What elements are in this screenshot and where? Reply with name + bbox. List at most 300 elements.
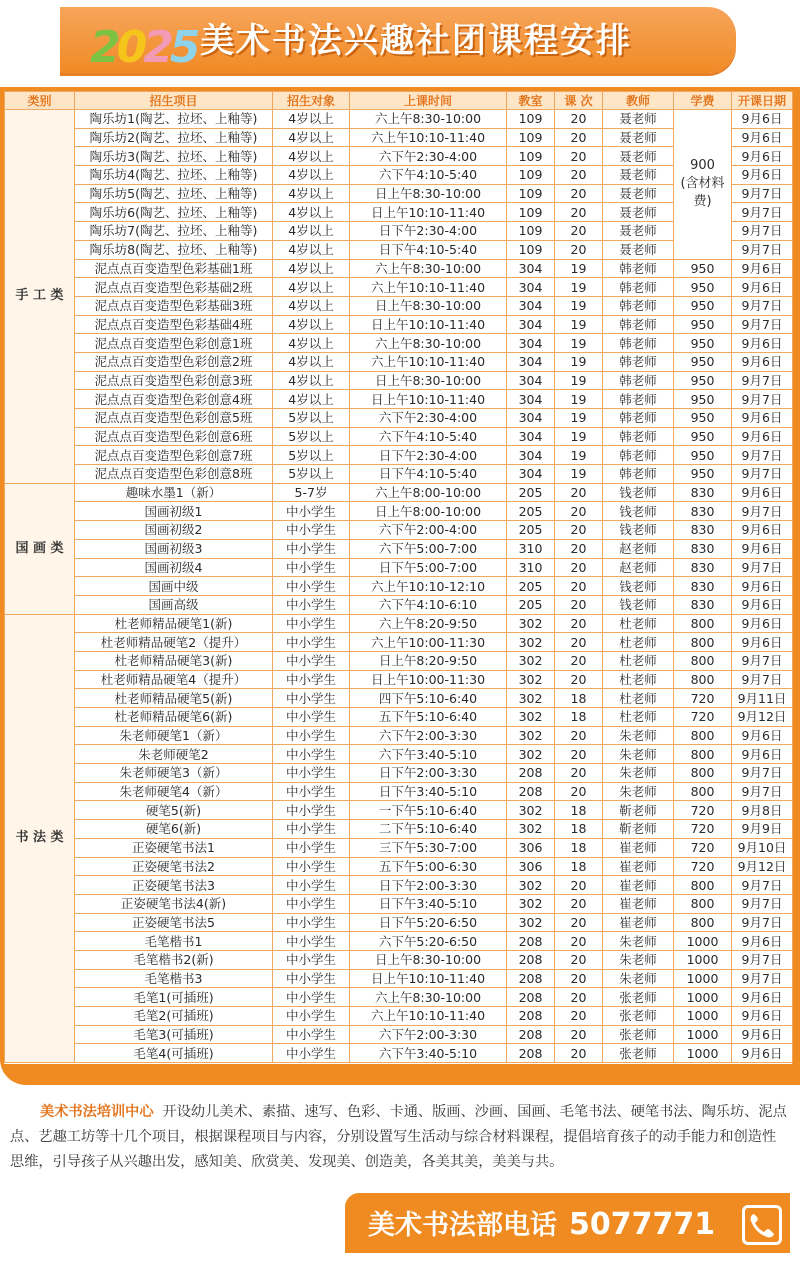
table-cell: 张老师 — [603, 1025, 674, 1044]
table-cell: 4岁以上 — [273, 278, 350, 297]
table-cell: 中小学生 — [273, 558, 350, 577]
table-row — [5, 894, 793, 913]
table-cell: 中小学生 — [273, 539, 350, 558]
table-cell: 310 — [507, 539, 555, 558]
table-cell: 830 — [674, 558, 732, 577]
table-cell: 1000 — [674, 988, 732, 1007]
table-cell: 950 — [674, 352, 732, 371]
table-cell: 五下午5:10-6:40 — [350, 708, 507, 727]
year-logo — [90, 23, 197, 73]
table-cell: 20 — [555, 745, 603, 764]
table-cell: 9月7日 — [732, 764, 793, 783]
table-cell: 六上午8:30-10:00 — [350, 110, 507, 129]
table-cell: 中小学生 — [273, 764, 350, 783]
table-cell: 20 — [555, 203, 603, 222]
table-row — [5, 651, 793, 670]
table-cell: 钱老师 — [603, 521, 674, 540]
table-cell: 韩老师 — [603, 409, 674, 428]
table-cell: 朱老师 — [603, 932, 674, 951]
table-row — [5, 483, 793, 502]
table-cell: 朱老师 — [603, 782, 674, 801]
table-cell: 六上午10:10-11:40 — [350, 1007, 507, 1026]
table-cell: 钱老师 — [603, 502, 674, 521]
table-cell: 张老师 — [603, 1007, 674, 1026]
table-cell: 正姿硬笔书法2 — [75, 857, 273, 876]
table-cell: 720 — [674, 820, 732, 839]
table-cell: 中小学生 — [273, 1025, 350, 1044]
table-cell: 杜老师精品硬笔4（提升） — [75, 670, 273, 689]
table-cell: 9月6日 — [732, 539, 793, 558]
table-cell: 830 — [674, 502, 732, 521]
table-cell: 302 — [507, 689, 555, 708]
table-cell: 9月6日 — [732, 633, 793, 652]
table-cell: 日上午8:30-10:00 — [350, 950, 507, 969]
table-cell: 日下午4:10-5:40 — [350, 240, 507, 259]
table-cell: 中小学生 — [273, 876, 350, 895]
table-cell: 中小学生 — [273, 857, 350, 876]
year-digit: 2 — [143, 22, 170, 73]
table-cell: 张老师 — [603, 1044, 674, 1063]
column-header: 招生项目 — [75, 92, 273, 110]
table-row — [5, 558, 793, 577]
table-row — [5, 764, 793, 783]
table-cell: 304 — [507, 409, 555, 428]
table-cell: 208 — [507, 950, 555, 969]
table-cell: 800 — [674, 633, 732, 652]
table-cell: 19 — [555, 371, 603, 390]
table-cell: 4岁以上 — [273, 128, 350, 147]
table-cell: 9月7日 — [732, 876, 793, 895]
table-cell: 20 — [555, 913, 603, 932]
table-cell: 302 — [507, 801, 555, 820]
table-cell: 19 — [555, 296, 603, 315]
table-cell: 崔老师 — [603, 857, 674, 876]
table-cell: 四下午5:10-6:40 — [350, 689, 507, 708]
year-digit: 2 — [90, 22, 117, 73]
table-cell: 聂老师 — [603, 110, 674, 129]
table-cell: 800 — [674, 670, 732, 689]
table-cell: 六下午5:00-7:00 — [350, 539, 507, 558]
table-cell: 张老师 — [603, 988, 674, 1007]
table-cell: 5岁以上 — [273, 465, 350, 484]
table-cell: 4岁以上 — [273, 184, 350, 203]
table-cell: 中小学生 — [273, 595, 350, 614]
table-cell: 朱老师 — [603, 969, 674, 988]
table-cell: 日上午8:30-10:00 — [350, 184, 507, 203]
table-cell: 中小学生 — [273, 894, 350, 913]
table-cell: 六上午10:00-11:30 — [350, 633, 507, 652]
table-cell: 208 — [507, 932, 555, 951]
table-cell: 三下午5:30-7:00 — [350, 838, 507, 857]
table-cell: 18 — [555, 708, 603, 727]
table-cell: 9月6日 — [732, 932, 793, 951]
table-cell: 20 — [555, 894, 603, 913]
table-cell: 20 — [555, 950, 603, 969]
table-row — [5, 988, 793, 1007]
table-cell: 日下午2:30-4:00 — [350, 222, 507, 241]
table-cell: 六上午10:10-11:40 — [350, 128, 507, 147]
table-cell: 304 — [507, 465, 555, 484]
table-cell: 20 — [555, 614, 603, 633]
table-cell: 陶乐坊3(陶艺、拉坯、上釉等) — [75, 147, 273, 166]
table-cell: 杜老师 — [603, 651, 674, 670]
column-header: 上课时间 — [350, 92, 507, 110]
table-cell: 9月7日 — [732, 969, 793, 988]
table-cell: 中小学生 — [273, 502, 350, 521]
table-cell: 杜老师 — [603, 708, 674, 727]
table-cell: 正姿硬笔书法5 — [75, 913, 273, 932]
table-cell: 中小学生 — [273, 614, 350, 633]
table-cell: 109 — [507, 147, 555, 166]
table-cell: 304 — [507, 352, 555, 371]
table-cell: 日上午8:30-10:00 — [350, 296, 507, 315]
table-cell: 302 — [507, 820, 555, 839]
table-cell: 9月7日 — [732, 296, 793, 315]
table-cell: 302 — [507, 708, 555, 727]
table-cell: 950 — [674, 465, 732, 484]
table-cell: 毛笔2(可插班) — [75, 1007, 273, 1026]
table-cell: 毛笔楷书3 — [75, 969, 273, 988]
table-cell: 钱老师 — [603, 577, 674, 596]
table-cell: 日上午10:10-11:40 — [350, 203, 507, 222]
table-cell: 205 — [507, 595, 555, 614]
table-cell: 泥点点百变造型色彩创意6班 — [75, 427, 273, 446]
table-cell: 六下午3:40-5:10 — [350, 745, 507, 764]
table-row — [5, 1025, 793, 1044]
table-cell: 毛笔楷书1 — [75, 932, 273, 951]
table-cell: 二下午5:10-6:40 — [350, 820, 507, 839]
table-cell: 20 — [555, 577, 603, 596]
table-cell: 20 — [555, 128, 603, 147]
table-cell: 9月6日 — [732, 427, 793, 446]
table-cell: 19 — [555, 315, 603, 334]
table-cell: 朱老师硬笔1（新） — [75, 726, 273, 745]
table-cell: 聂老师 — [603, 240, 674, 259]
table-cell: 4岁以上 — [273, 166, 350, 185]
table-cell: 赵老师 — [603, 558, 674, 577]
table-cell: 109 — [507, 128, 555, 147]
table-cell: 9月6日 — [732, 352, 793, 371]
table-cell: 陶乐坊8(陶艺、拉坯、上釉等) — [75, 240, 273, 259]
table-cell: 205 — [507, 577, 555, 596]
table-cell: 朱老师硬笔3（新） — [75, 764, 273, 783]
table-cell: 302 — [507, 745, 555, 764]
table-cell: 800 — [674, 913, 732, 932]
table-cell: 泥点点百变造型色彩创意1班 — [75, 334, 273, 353]
table-cell: 19 — [555, 465, 603, 484]
table-cell: 中小学生 — [273, 913, 350, 932]
table-cell: 302 — [507, 913, 555, 932]
table-cell: 18 — [555, 820, 603, 839]
table-cell: 六下午2:30-4:00 — [350, 147, 507, 166]
table-cell: 306 — [507, 857, 555, 876]
table-cell: 杜老师精品硬笔5(新) — [75, 689, 273, 708]
table-cell: 日上午10:00-11:30 — [350, 670, 507, 689]
table-cell: 日下午2:30-4:00 — [350, 446, 507, 465]
table-row — [5, 595, 793, 614]
table-row — [5, 820, 793, 839]
table-row — [5, 857, 793, 876]
table-cell: 韩老师 — [603, 465, 674, 484]
table-cell: 304 — [507, 259, 555, 278]
table-cell: 国画高级 — [75, 595, 273, 614]
table-cell: 830 — [674, 577, 732, 596]
table-cell: 720 — [674, 689, 732, 708]
table-cell: 国画初级4 — [75, 558, 273, 577]
table-cell: 9月6日 — [732, 147, 793, 166]
table-cell: 205 — [507, 502, 555, 521]
table-cell: 9月6日 — [732, 1007, 793, 1026]
table-cell: 泥点点百变造型色彩基础2班 — [75, 278, 273, 297]
table-cell: 朱老师硬笔2 — [75, 745, 273, 764]
table-cell: 趣味水墨1（新） — [75, 483, 273, 502]
table-cell: 830 — [674, 595, 732, 614]
table-cell: 205 — [507, 521, 555, 540]
table-row — [5, 801, 793, 820]
table-cell: 18 — [555, 838, 603, 857]
table-cell: 109 — [507, 110, 555, 129]
table-row — [5, 838, 793, 857]
table-cell: 9月7日 — [732, 894, 793, 913]
table-cell: 9月7日 — [732, 782, 793, 801]
table-cell: 杜老师 — [603, 614, 674, 633]
table-cell: 4岁以上 — [273, 390, 350, 409]
column-header: 教室 — [507, 92, 555, 110]
column-header: 招生对象 — [273, 92, 350, 110]
table-cell: 韩老师 — [603, 427, 674, 446]
table-cell: 六上午10:10-12:10 — [350, 577, 507, 596]
phone-handset-icon — [745, 1208, 779, 1242]
table-cell: 日上午10:10-11:40 — [350, 315, 507, 334]
table-cell: 4岁以上 — [273, 259, 350, 278]
table-cell: 950 — [674, 334, 732, 353]
table-cell: 聂老师 — [603, 222, 674, 241]
table-cell: 5岁以上 — [273, 409, 350, 428]
table-row — [5, 110, 793, 129]
table-cell: 20 — [555, 1025, 603, 1044]
table-cell: 崔老师 — [603, 913, 674, 932]
table-row — [5, 390, 793, 409]
table-cell: 208 — [507, 1025, 555, 1044]
table-cell: 20 — [555, 558, 603, 577]
table-row — [5, 259, 793, 278]
table-row — [5, 932, 793, 951]
table-row — [5, 409, 793, 428]
table-cell: 1000 — [674, 932, 732, 951]
table-cell: 中小学生 — [273, 838, 350, 857]
table-cell: 9月6日 — [732, 1025, 793, 1044]
table-cell: 304 — [507, 427, 555, 446]
table-cell: 9月7日 — [732, 950, 793, 969]
table-cell: 日下午5:00-7:00 — [350, 558, 507, 577]
table-cell: 杜老师 — [603, 633, 674, 652]
table-cell: 陶乐坊5(陶艺、拉坯、上釉等) — [75, 184, 273, 203]
table-row — [5, 1007, 793, 1026]
table-cell: 20 — [555, 240, 603, 259]
table-cell: 中小学生 — [273, 708, 350, 727]
table-cell: 19 — [555, 334, 603, 353]
table-cell: 9月6日 — [732, 614, 793, 633]
table-row — [5, 670, 793, 689]
table-cell: 4岁以上 — [273, 352, 350, 371]
table-cell: 9月7日 — [732, 240, 793, 259]
table-cell: 聂老师 — [603, 203, 674, 222]
table-cell: 中小学生 — [273, 932, 350, 951]
column-header: 学费 — [674, 92, 732, 110]
table-cell: 950 — [674, 278, 732, 297]
table-cell: 9月7日 — [732, 315, 793, 334]
table-cell: 20 — [555, 670, 603, 689]
table-cell: 950 — [674, 315, 732, 334]
table-cell: 硬笔5(新) — [75, 801, 273, 820]
table-cell: 六下午5:20-6:50 — [350, 932, 507, 951]
table-cell: 六下午4:10-5:40 — [350, 427, 507, 446]
table-cell: 19 — [555, 259, 603, 278]
table-cell: 830 — [674, 539, 732, 558]
table-cell: 800 — [674, 745, 732, 764]
table-cell: 302 — [507, 651, 555, 670]
table-cell: 靳老师 — [603, 820, 674, 839]
table-row — [5, 913, 793, 932]
year-digit: 5 — [169, 22, 197, 73]
table-cell: 中小学生 — [273, 633, 350, 652]
table-cell: 韩老师 — [603, 352, 674, 371]
table-cell: 毛笔楷书2(新) — [75, 950, 273, 969]
table-cell: 9月6日 — [732, 521, 793, 540]
table-cell: 9月6日 — [732, 259, 793, 278]
table-cell: 9月6日 — [732, 988, 793, 1007]
table-cell: 六下午4:10-5:40 — [350, 166, 507, 185]
table-cell: 302 — [507, 894, 555, 913]
table-row — [5, 876, 793, 895]
table-cell: 韩老师 — [603, 315, 674, 334]
table-cell: 304 — [507, 446, 555, 465]
table-cell: 中小学生 — [273, 1007, 350, 1026]
table-cell: 20 — [555, 876, 603, 895]
table-cell: 韩老师 — [603, 390, 674, 409]
contact-info — [368, 1203, 715, 1247]
table-cell: 5-7岁 — [273, 483, 350, 502]
table-cell: 109 — [507, 184, 555, 203]
table-cell: 六上午10:10-11:40 — [350, 278, 507, 297]
table-cell: 19 — [555, 390, 603, 409]
table-cell: 中小学生 — [273, 782, 350, 801]
table-cell: 5岁以上 — [273, 427, 350, 446]
table-cell: 朱老师 — [603, 950, 674, 969]
table-cell: 9月6日 — [732, 726, 793, 745]
table-cell: 9月6日 — [732, 1044, 793, 1063]
table-cell: 20 — [555, 521, 603, 540]
org-name: 美术书法培训中心 — [40, 1104, 154, 1120]
table-cell: 六下午2:00-3:30 — [350, 726, 507, 745]
table-row — [5, 521, 793, 540]
table-cell: 20 — [555, 222, 603, 241]
table-cell: 赵老师 — [603, 539, 674, 558]
table-cell: 304 — [507, 296, 555, 315]
fee-note: (含材料费) — [680, 176, 725, 210]
table-cell: 4岁以上 — [273, 240, 350, 259]
table-cell: 9月6日 — [732, 745, 793, 764]
fee-amount: 900 — [690, 158, 715, 174]
table-cell: 950 — [674, 371, 732, 390]
table-cell: 19 — [555, 352, 603, 371]
table-cell: 800 — [674, 651, 732, 670]
table-cell: 9月7日 — [732, 670, 793, 689]
table-cell: 泥点点百变造型色彩创意4班 — [75, 390, 273, 409]
table-cell: 韩老师 — [603, 334, 674, 353]
table-cell: 9月7日 — [732, 184, 793, 203]
table-cell: 109 — [507, 222, 555, 241]
table-row — [5, 726, 793, 745]
table-cell: 泥点点百变造型色彩创意8班 — [75, 465, 273, 484]
table-cell: 720 — [674, 801, 732, 820]
table-cell: 4岁以上 — [273, 334, 350, 353]
table-cell: 9月7日 — [732, 390, 793, 409]
table-cell: 六上午8:30-10:00 — [350, 988, 507, 1007]
table-cell: 20 — [555, 782, 603, 801]
table-cell: 杜老师精品硬笔1(新) — [75, 614, 273, 633]
table-cell: 9月6日 — [732, 128, 793, 147]
table-cell: 20 — [555, 184, 603, 203]
table-cell: 9月6日 — [732, 577, 793, 596]
table-cell: 日下午5:20-6:50 — [350, 913, 507, 932]
table-cell: 日上午8:00-10:00 — [350, 502, 507, 521]
table-cell: 20 — [555, 539, 603, 558]
table-cell: 崔老师 — [603, 876, 674, 895]
table-cell: 20 — [555, 1007, 603, 1026]
table-cell: 钱老师 — [603, 483, 674, 502]
table-cell: 杜老师精品硬笔6(新) — [75, 708, 273, 727]
table-cell: 4岁以上 — [273, 222, 350, 241]
table-cell: 830 — [674, 521, 732, 540]
column-header: 类别 — [5, 92, 75, 110]
table-cell: 正姿硬笔书法4(新) — [75, 894, 273, 913]
table-row — [5, 577, 793, 596]
table-cell: 9月6日 — [732, 166, 793, 185]
table-cell: 302 — [507, 876, 555, 895]
column-header: 开课日期 — [732, 92, 793, 110]
table-cell: 20 — [555, 726, 603, 745]
table-cell: 杜老师 — [603, 670, 674, 689]
table-cell: 208 — [507, 969, 555, 988]
table-cell: 9月6日 — [732, 278, 793, 297]
table-cell: 9月6日 — [732, 110, 793, 129]
table-cell: 正姿硬笔书法3 — [75, 876, 273, 895]
table-cell: 109 — [507, 166, 555, 185]
table-cell: 950 — [674, 409, 732, 428]
year-digit: 0 — [116, 22, 144, 73]
category-cell: 手 工 类 — [5, 110, 75, 484]
table-cell: 302 — [507, 614, 555, 633]
table-cell: 1000 — [674, 950, 732, 969]
table-cell: 800 — [674, 876, 732, 895]
table-cell: 20 — [555, 651, 603, 670]
table-row — [5, 633, 793, 652]
table-cell: 9月12日 — [732, 708, 793, 727]
table-cell: 800 — [674, 614, 732, 633]
table-cell: 9月7日 — [732, 222, 793, 241]
table-row — [5, 446, 793, 465]
table-cell: 中小学生 — [273, 988, 350, 1007]
table-cell: 陶乐坊1(陶艺、拉坯、上釉等) — [75, 110, 273, 129]
table-cell: 306 — [507, 838, 555, 857]
table-cell: 20 — [555, 1044, 603, 1063]
table-cell: 208 — [507, 782, 555, 801]
table-cell: 950 — [674, 296, 732, 315]
phone-number[interactable]: 5077771 — [569, 1207, 716, 1242]
table-cell: 泥点点百变造型色彩基础4班 — [75, 315, 273, 334]
table-cell: 陶乐坊6(陶艺、拉坯、上釉等) — [75, 203, 273, 222]
